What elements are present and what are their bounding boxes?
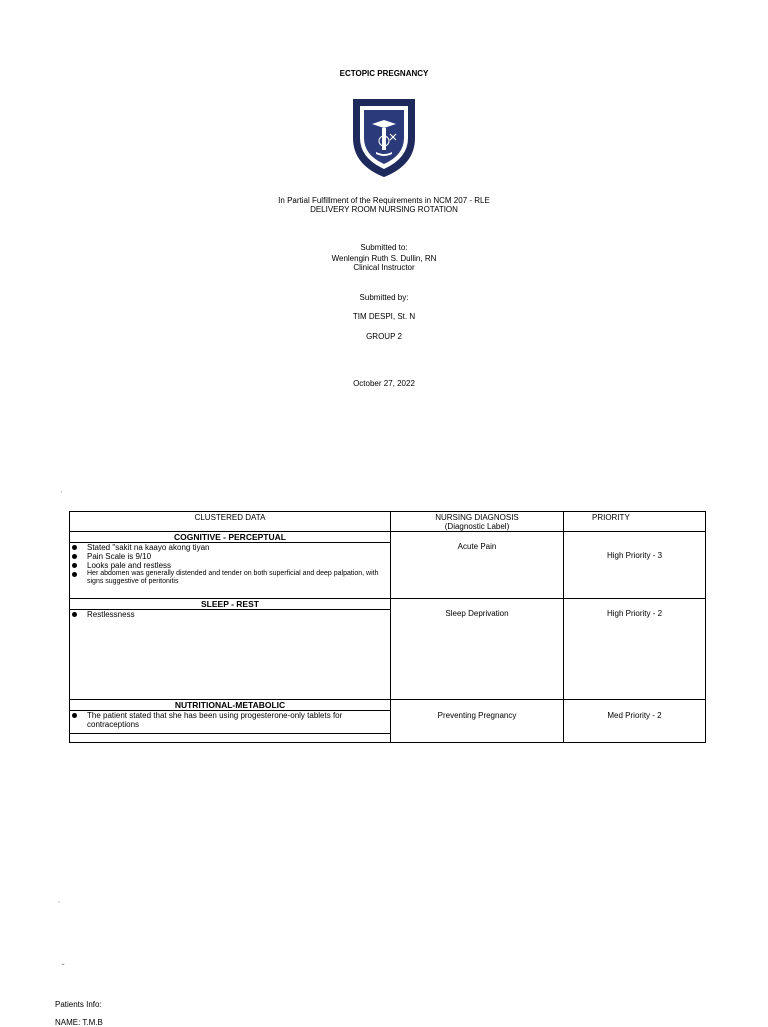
diagnosis-cell: Acute Pain — [391, 532, 564, 599]
patients-info-label: Patients Info: — [55, 1000, 102, 1009]
data-list — [70, 711, 390, 729]
nursing-care-table — [69, 511, 706, 743]
clustered-data-cell — [70, 532, 391, 599]
requirement-line-2: DELIVERY ROOM NURSING ROTATION — [310, 205, 458, 214]
student-name: TIM DESPI, St. N — [352, 312, 416, 321]
section-label: SLEEP - REST — [70, 599, 390, 610]
diagnosis-cell: Preventing Pregnancy — [391, 700, 564, 743]
instructor-role: Clinical Instructor — [353, 263, 415, 272]
list-item: Restlessness — [70, 610, 390, 619]
stray-mark: ˊ — [60, 492, 63, 499]
list-item: Stated "sakit na kaayo akong tiyan — [70, 543, 390, 552]
college-seal-logo — [350, 94, 418, 178]
table-row — [70, 700, 706, 743]
priority-cell: High Priority - 3 — [564, 532, 706, 599]
header-diagnosis-line-2: (Diagnostic Label) — [444, 522, 510, 531]
diagnosis-cell: Sleep Deprivation — [391, 599, 564, 700]
patient-name: NAME: T.M.B — [55, 1018, 103, 1027]
header-nursing-diagnosis — [391, 512, 564, 532]
header-diagnosis-line-1: NURSING DIAGNOSIS — [435, 513, 519, 522]
data-list — [70, 610, 390, 619]
requirement-line-1: In Partial Fulfillment of the Requirements in NCM 207 - RLE — [278, 196, 490, 205]
header-priority: PRIORITY — [564, 512, 706, 532]
submitted-by-label: Submitted by: — [359, 293, 409, 302]
empty-table-line — [70, 733, 390, 742]
table-row — [70, 532, 706, 599]
priority-cell: High Priority - 2 — [564, 599, 706, 700]
section-label: NUTRITIONAL-METABOLIC — [70, 700, 390, 711]
document-title: ECTOPIC PREGNANCY — [339, 69, 429, 78]
list-item: Her abdomen was generally distended and tender on both superficial and deep palpation, with signs suggestive of peritonitis — [70, 570, 390, 586]
stray-mark: ˎ — [58, 896, 61, 903]
clustered-data-cell — [70, 599, 391, 700]
list-item: The patient stated that she has been using progesterone-only tablets for contraceptions — [70, 711, 390, 729]
priority-cell: Med Priority - 2 — [564, 700, 706, 743]
section-label: COGNITIVE - PERCEPTUAL — [70, 532, 390, 543]
data-list — [70, 543, 390, 586]
clustered-data-cell — [70, 700, 391, 743]
list-item: Looks pale and restless — [70, 561, 390, 570]
submitted-to-label: Submitted to: — [360, 243, 408, 252]
stray-mark: ˶ — [62, 961, 65, 968]
table-header-row — [70, 512, 706, 532]
list-item: Pain Scale is 9/10 — [70, 552, 390, 561]
submission-date: October 27, 2022 — [353, 379, 415, 388]
group-label: GROUP 2 — [366, 332, 402, 341]
header-clustered-data: CLUSTERED DATA — [70, 512, 391, 532]
instructor-name: Wenlengin Ruth S. Dullin, RN — [331, 254, 437, 263]
table-row — [70, 599, 706, 700]
